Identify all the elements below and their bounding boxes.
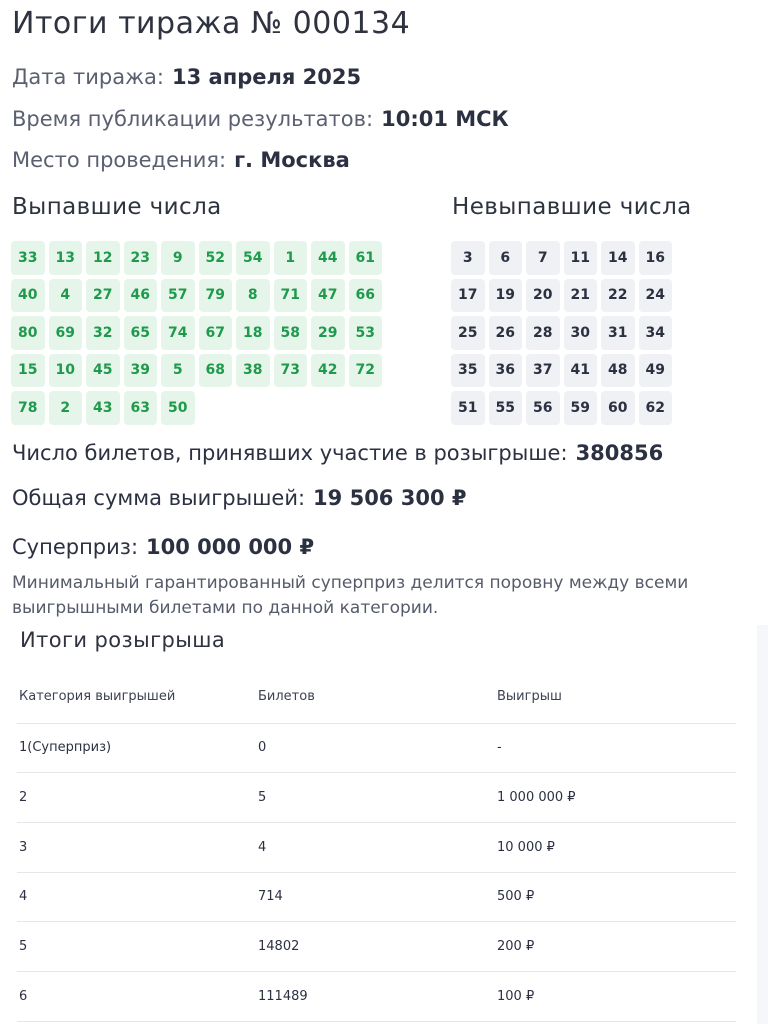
undrawn-numbers-heading: Невыпавшие числа [452,194,692,220]
undrawn-number-cell: 55 [489,391,523,425]
total-winnings-row [12,486,467,510]
drawn-number-cell: 2 [49,391,83,425]
undrawn-number-cell: 62 [639,391,673,425]
results-header-row [17,671,736,723]
undrawn-number-cell: 16 [639,241,673,275]
drawn-number-cell: 74 [161,316,195,350]
table-row [17,773,736,823]
undrawn-number-cell: 36 [489,354,523,388]
drawn-number-cell: 42 [311,354,345,388]
drawn-number-cell: 10 [49,354,83,388]
prize-cell: - [495,723,736,773]
category-cell: 3 [17,822,256,872]
drawn-numbers-grid [11,241,382,425]
undrawn-number-cell: 34 [639,316,673,350]
tickets-cell: 111489 [256,971,495,1021]
undrawn-number-cell: 24 [639,279,673,313]
superprize-value: 100 000 000 ₽ [146,535,315,559]
drawn-number-cell: 44 [311,241,345,275]
drawn-number-cell: 40 [11,279,45,313]
undrawn-number-cell: 20 [526,279,560,313]
drawn-number-cell: 57 [161,279,195,313]
drawn-number-cell: 73 [274,354,308,388]
table-row [17,822,736,872]
drawn-number-cell: 9 [161,241,195,275]
drawn-number-cell: 46 [124,279,158,313]
column-header-prize: Выигрыш [495,671,736,723]
undrawn-number-cell: 35 [451,354,485,388]
drawn-number-cell: 33 [11,241,45,275]
table-row [17,971,736,1021]
table-row [17,872,736,922]
undrawn-number-cell: 41 [564,354,598,388]
drawn-number-cell: 58 [274,316,308,350]
tickets-cell: 5 [256,773,495,823]
draw-place-value: г. Москва [234,148,350,172]
total-winnings-label: Общая сумма выигрышей: [12,486,306,510]
drawn-number-cell: 5 [161,354,195,388]
category-cell: 1(Суперприз) [17,723,256,773]
draw-place-row [12,148,350,172]
results-table [17,671,736,1022]
drawn-number-cell: 63 [124,391,158,425]
page-title: Итоги тиража № 000134 [12,6,411,41]
drawn-number-cell: 80 [11,316,45,350]
drawn-number-cell: 54 [236,241,270,275]
drawn-number-cell: 18 [236,316,270,350]
undrawn-number-cell: 14 [601,241,635,275]
draw-place-label: Место проведения: [12,148,227,172]
superprize-label: Суперприз: [12,535,139,559]
drawn-number-cell: 27 [86,279,120,313]
drawn-number-cell: 65 [124,316,158,350]
draw-date-label: Дата тиража: [12,65,164,89]
prize-cell: 10 000 ₽ [495,822,736,872]
undrawn-number-cell: 19 [489,279,523,313]
drawn-number-cell: 72 [349,354,383,388]
category-cell: 4 [17,872,256,922]
table-row [17,723,736,773]
prize-cell: 100 ₽ [495,971,736,1021]
prize-cell: 1 000 000 ₽ [495,773,736,823]
undrawn-number-cell: 28 [526,316,560,350]
drawn-number-cell: 13 [49,241,83,275]
undrawn-number-cell: 30 [564,316,598,350]
publish-time-row [12,107,509,131]
drawn-number-cell: 50 [161,391,195,425]
undrawn-number-cell: 48 [601,354,635,388]
drawn-number-cell: 68 [199,354,233,388]
drawn-number-cell: 71 [274,279,308,313]
tickets-cell: 714 [256,872,495,922]
undrawn-number-cell: 22 [601,279,635,313]
total-winnings-value: 19 506 300 ₽ [313,486,467,510]
category-cell: 5 [17,922,256,972]
undrawn-number-cell: 25 [451,316,485,350]
drawn-number-cell: 69 [49,316,83,350]
tickets-count-value: 380856 [575,441,664,465]
column-header-tickets: Билетов [256,671,495,723]
undrawn-number-cell: 11 [564,241,598,275]
category-cell: 6 [17,971,256,1021]
drawn-number-cell: 61 [349,241,383,275]
tickets-count-label: Число билетов, принявших участие в розыгрыше: [12,441,568,465]
drawn-number-cell: 43 [86,391,120,425]
undrawn-number-cell: 26 [489,316,523,350]
undrawn-number-cell: 3 [451,241,485,275]
undrawn-number-cell: 17 [451,279,485,313]
drawn-number-cell: 45 [86,354,120,388]
prize-cell: 200 ₽ [495,922,736,972]
drawn-number-cell: 39 [124,354,158,388]
drawn-number-cell: 1 [274,241,308,275]
undrawn-number-cell: 60 [601,391,635,425]
tickets-count-row [12,441,663,465]
drawn-number-cell: 4 [49,279,83,313]
undrawn-number-cell: 21 [564,279,598,313]
drawn-number-cell: 67 [199,316,233,350]
publish-time-value: 10:01 МСК [381,107,509,131]
undrawn-number-cell: 31 [601,316,635,350]
tickets-cell: 0 [256,723,495,773]
drawn-number-cell: 23 [124,241,158,275]
draw-date-row [12,65,361,89]
undrawn-number-cell: 7 [526,241,560,275]
undrawn-numbers-grid[interactable] [451,241,672,431]
undrawn-number-cell: 56 [526,391,560,425]
draw-date-value: 13 апреля 2025 [172,65,362,89]
undrawn-number-cell: 51 [451,391,485,425]
superprize-note: Минимальный гарантированный суперприз делится поровну между всеми выигрышными билетами по данной категории. [12,573,689,618]
column-header-category: Категория выигрышей [17,671,256,723]
undrawn-number-cell: 37 [526,354,560,388]
drawn-number-cell: 66 [349,279,383,313]
drawn-number-cell: 15 [11,354,45,388]
table-row [17,922,736,972]
drawn-number-cell: 29 [311,316,345,350]
drawn-number-cell: 53 [349,316,383,350]
superprize-row [12,535,314,559]
results-panel-edge [757,625,768,1024]
drawn-number-cell: 79 [199,279,233,313]
tickets-cell: 4 [256,822,495,872]
drawn-number-cell: 52 [199,241,233,275]
prize-cell: 500 ₽ [495,872,736,922]
drawn-number-cell: 32 [86,316,120,350]
undrawn-number-cell: 59 [564,391,598,425]
undrawn-number-cell: 6 [489,241,523,275]
drawn-numbers-heading: Выпавшие числа [12,194,222,220]
undrawn-number-cell: 49 [639,354,673,388]
drawn-number-cell: 38 [236,354,270,388]
drawn-number-cell: 12 [86,241,120,275]
results-title: Итоги розыгрыша [20,628,226,652]
tickets-cell: 14802 [256,922,495,972]
category-cell: 2 [17,773,256,823]
drawn-number-cell: 8 [236,279,270,313]
drawn-number-cell: 47 [311,279,345,313]
drawn-number-cell: 78 [11,391,45,425]
publish-time-label: Время публикации результатов: [12,107,374,131]
